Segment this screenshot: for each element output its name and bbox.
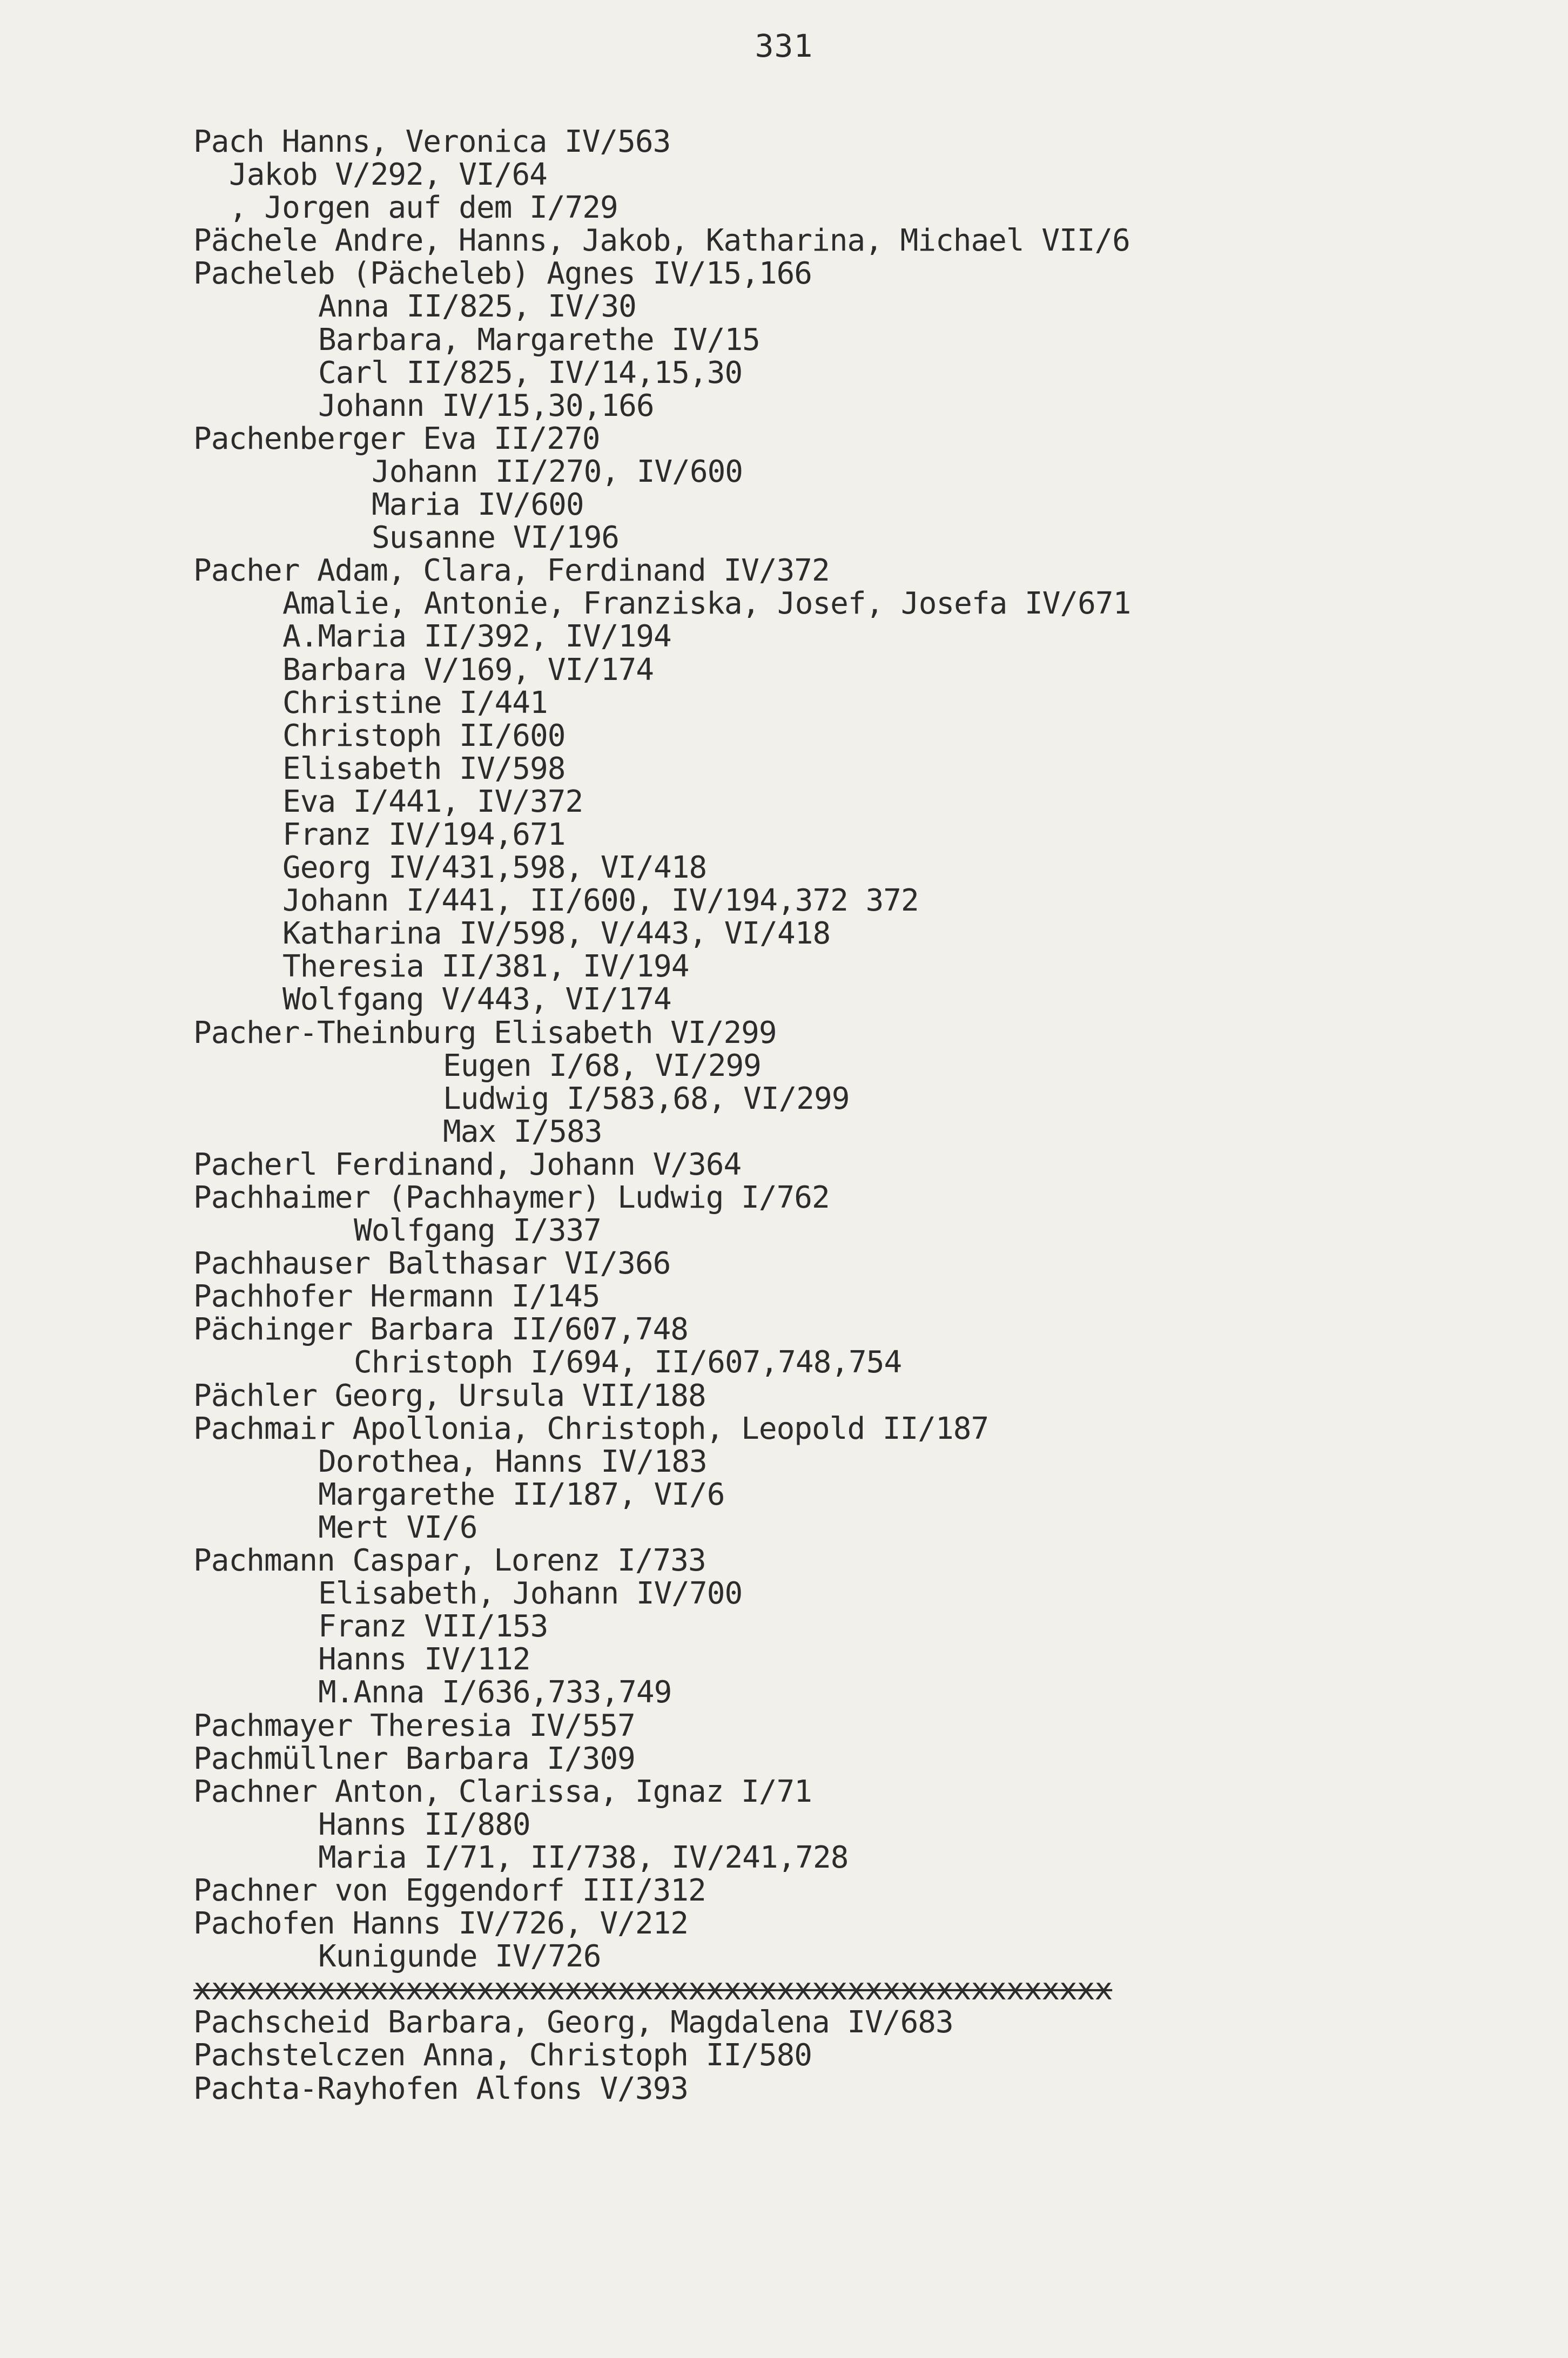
surname-entry: Pächele Andre, Hanns, Jakob, Katharina, Michael VII/6: [193, 223, 1130, 259]
given-name-entry: Eva I/441, IV/372: [282, 784, 583, 819]
surname-entry: Pächler Georg, Ursula VII/188: [193, 1378, 706, 1413]
given-name-entry: , Jorgen auf dem I/729: [229, 190, 618, 226]
given-name-entry: Barbara V/169, VI/174: [282, 652, 654, 688]
surname-entry: Pachmann Caspar, Lorenz I/733: [193, 1543, 706, 1579]
given-name-entry: Elisabeth, Johann IV/700: [318, 1576, 743, 1612]
given-name-entry: Mert VI/6: [318, 1510, 477, 1545]
surname-entry: Pachscheid Barbara, Georg, Magdalena IV/683: [193, 2005, 953, 2040]
given-name-entry: Johann IV/15,30,166: [318, 388, 654, 423]
given-name-entry: Georg IV/431,598, VI/418: [282, 850, 707, 886]
given-name-entry: Christoph I/694, II/607,748,754: [354, 1345, 902, 1380]
given-name-entry: Johann II/270, IV/600: [372, 454, 743, 489]
surname-entry: Pachmayer Theresia IV/557: [193, 1708, 635, 1743]
surname-entry: Pachhaimer (Pachhaymer) Ludwig I/762: [193, 1180, 830, 1215]
given-name-entry: Katharina IV/598, V/443, VI/418: [282, 916, 831, 952]
surname-entry: Pachenberger Eva II/270: [193, 421, 600, 456]
surname-entry: Pachhauser Balthasar VI/366: [193, 1246, 671, 1282]
surname-entry: Pach Hanns, Veronica IV/563: [193, 124, 671, 159]
given-name-entry: Eugen I/68, VI/299: [443, 1048, 761, 1083]
given-name-entry: Elisabeth IV/598: [282, 751, 566, 786]
given-name-entry: Margarethe II/187, VI/6: [318, 1477, 725, 1512]
given-name-entry: Hanns IV/112: [318, 1642, 530, 1677]
surname-entry: Pachner von Eggendorf III/312: [193, 1872, 706, 1908]
surname-entry: Pachhofer Hermann I/145: [193, 1279, 600, 1315]
surname-entry: Pachstelczen Anna, Christoph II/580: [193, 2038, 812, 2073]
given-name-entry: Dorothea, Hanns IV/183: [318, 1444, 707, 1479]
given-name-entry: Barbara, Margarethe IV/15: [318, 322, 760, 358]
index-entry-list: [193, 125, 1533, 2105]
given-name-entry: Christine I/441: [282, 685, 548, 720]
given-name-entry: Franz IV/194,671: [282, 817, 566, 852]
surname-entry: Pachofen Hanns IV/726, V/212: [193, 1906, 689, 1942]
given-name-entry: Anna II/825, IV/30: [318, 289, 636, 325]
given-name-entry: Ludwig I/583,68, VI/299: [443, 1081, 850, 1116]
surname-entry: Pacher-Theinburg Elisabeth VI/299: [193, 1015, 777, 1050]
given-name-entry: Susanne VI/196: [372, 520, 620, 556]
given-name-entry: Maria IV/600: [372, 487, 584, 523]
given-name-entry: Hanns II/880: [318, 1807, 530, 1842]
surname-entry: Pachner Anton, Clarissa, Ignaz I/71: [193, 1774, 812, 1809]
given-name-entry: A.Maria II/392, IV/194: [282, 619, 671, 655]
surname-entry: Pacherl Ferdinand, Johann V/364: [193, 1147, 742, 1182]
given-name-entry: Johann I/441, II/600, IV/194,372 372: [282, 883, 919, 919]
page-number: 331: [755, 28, 813, 64]
surname-entry: Pachmair Apollonia, Christoph, Leopold II/187: [193, 1411, 989, 1446]
surname-entry: Pacher Adam, Clara, Ferdinand IV/372: [193, 553, 830, 589]
surname-entry: Pacheleb (Pächeleb) Agnes IV/15,166: [193, 256, 812, 292]
struck-out-entry: xxxxxxxxxxxxxxxxxxxxxxxxxxxxxxxxxxxxxxxxxxxxxxxxxxxx: [193, 1972, 1113, 2007]
given-name-entry: Christoph II/600: [282, 718, 566, 753]
given-name-entry: Franz VII/153: [318, 1609, 548, 1645]
given-name-entry: Carl II/825, IV/14,15,30: [318, 355, 743, 390]
given-name-entry: Theresia II/381, IV/194: [282, 949, 689, 985]
given-name-entry: Amalie, Antonie, Franziska, Josef, Josefa IV/671: [282, 586, 1131, 622]
surname-entry: Pachmüllner Barbara I/309: [193, 1741, 635, 1776]
given-name-entry: Wolfgang V/443, VI/174: [282, 982, 671, 1018]
given-name-entry: Wolfgang I/337: [354, 1213, 602, 1249]
given-name-entry: Maria I/71, II/738, IV/241,728: [318, 1840, 849, 1875]
given-name-entry: M.Anna I/636,733,749: [318, 1675, 672, 1710]
surname-entry: Pachta-Rayhofen Alfons V/393: [193, 2071, 689, 2106]
given-name-entry: Max I/583: [443, 1114, 602, 1149]
given-name-entry: Kunigunde IV/726: [318, 1939, 601, 1975]
given-name-entry: Jakob V/292, VI/64: [229, 157, 547, 193]
surname-entry: Pächinger Barbara II/607,748: [193, 1312, 689, 1348]
